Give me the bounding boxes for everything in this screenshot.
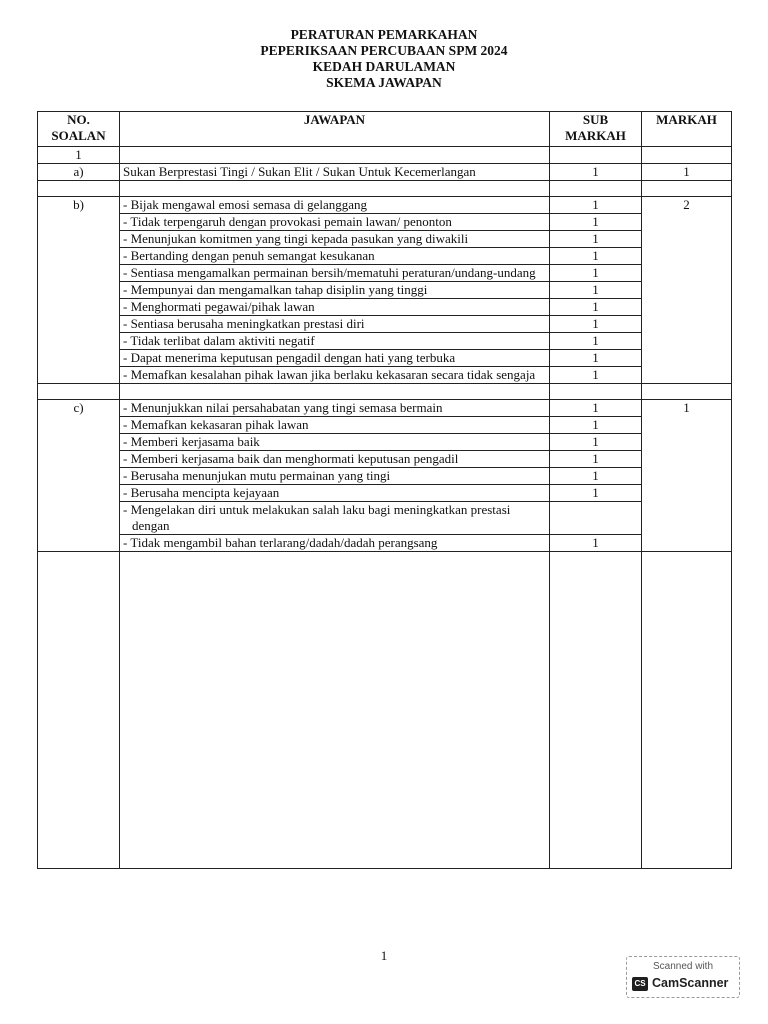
answer-item [120, 214, 550, 231]
sub-mark: 1 [550, 265, 642, 282]
part-c-row [38, 485, 732, 502]
table-header-row [38, 112, 732, 147]
answer-text: - Bertanding dengan penuh semangat kesukanan [123, 248, 375, 263]
answer-item [120, 451, 550, 468]
answer-text: - Tidak mengambil bahan terlarang/dadah/dadah perangsang [123, 535, 438, 550]
empty-cell [38, 384, 120, 400]
answer-text: - Mengelakan diri untuk melakukan salah laku bagi meningkatkan prestasi dengan [123, 502, 511, 533]
part-b-row [38, 367, 732, 384]
document-header [0, 27, 768, 91]
header-title: PERATURAN PEMARKAHAN [290, 27, 478, 42]
answer-item [120, 316, 550, 333]
part-c-row [38, 535, 732, 552]
sub-mark: 1 [550, 367, 642, 384]
empty-rows-area [38, 552, 732, 869]
answer-text: - Sentiasa mengamalkan permainan bersih/mematuhi peraturan/undang-undang [123, 265, 536, 280]
spacer-row [38, 384, 732, 400]
header-question-number [38, 112, 120, 147]
sub-mark: 1 [550, 197, 642, 214]
empty-cell [550, 147, 642, 164]
header-soalan-label: SOALAN [51, 128, 106, 143]
part-c-row [38, 451, 732, 468]
part-a-answer: Sukan Berprestasi Tingi / Sukan Elit / Sukan Untuk Kecemerlangan [120, 164, 550, 181]
empty-cell [38, 552, 120, 869]
part-b-row [38, 333, 732, 350]
sub-mark: 1 [550, 299, 642, 316]
answer-item [120, 265, 550, 282]
part-c-row [38, 417, 732, 434]
answer-text: - Menghormati pegawai/pihak lawan [123, 299, 315, 314]
part-c-row [38, 502, 732, 535]
answer-item [120, 400, 550, 417]
part-b-row [38, 214, 732, 231]
empty-cell [120, 552, 550, 869]
camscanner-brand: CamScanner [652, 976, 729, 990]
answer-item [120, 434, 550, 451]
answer-text: - Berusaha menunjukan mutu permainan yang tingi [123, 468, 391, 483]
part-b-row [38, 350, 732, 367]
answer-text: - Tidak terpengaruh dengan provokasi pemain lawan/ penonton [123, 214, 452, 229]
part-c-row [38, 400, 732, 417]
question-number: 1 [38, 147, 120, 164]
camscanner-watermark [626, 956, 740, 998]
answer-text: - Bijak mengawal emosi semasa di gelanggang [123, 197, 368, 212]
sub-mark: 1 [550, 350, 642, 367]
answer-item [120, 299, 550, 316]
header-exam: PEPERIKSAAN PERCUBAAN SPM 2024 [260, 43, 508, 58]
empty-cell [120, 147, 550, 164]
sub-mark: 1 [550, 485, 642, 502]
answer-item [120, 333, 550, 350]
empty-cell [642, 552, 732, 869]
answer-text: - Memberi kerjasama baik dan menghormati keputusan pengadil [123, 451, 459, 466]
answer-item [120, 502, 550, 535]
header-sub-mark [550, 112, 642, 147]
sub-mark: 1 [550, 282, 642, 299]
answer-text: - Berusaha mencipta kejayaan [123, 485, 280, 500]
answer-item [120, 468, 550, 485]
part-b-row [38, 299, 732, 316]
question-number-row [38, 147, 732, 164]
answer-item [120, 248, 550, 265]
sub-mark: 1 [550, 248, 642, 265]
answer-text: - Menunjukkan nilai persahabatan yang tingi semasa bermain [123, 400, 443, 415]
part-b-row [38, 248, 732, 265]
sub-mark: 1 [550, 434, 642, 451]
sub-mark: 1 [550, 417, 642, 434]
sub-mark: 1 [550, 535, 642, 552]
answer-item [120, 417, 550, 434]
header-state: KEDAH DARULAMAN [312, 59, 456, 74]
header-scheme: SKEMA JAWAPAN [326, 75, 442, 90]
header-sub-label: SUB [582, 112, 609, 127]
answer-text: - Memafkan kekasaran pihak lawan [123, 417, 309, 432]
sub-mark: 1 [550, 231, 642, 248]
answer-item [120, 367, 550, 384]
sub-mark: 1 [550, 451, 642, 468]
sub-mark: 1 [550, 316, 642, 333]
answer-text: - Mempunyai dan mengamalkan tahap disiplin yang tinggi [123, 282, 428, 297]
empty-cell [642, 384, 732, 400]
answer-item [120, 485, 550, 502]
part-c-row [38, 468, 732, 485]
answer-item [120, 535, 550, 552]
marking-scheme-table [37, 111, 732, 869]
part-b-row [38, 316, 732, 333]
sub-mark: 1 [550, 400, 642, 417]
part-c-total-mark: 1 [642, 400, 732, 552]
empty-cell [642, 147, 732, 164]
part-a-mark: 1 [642, 164, 732, 181]
spacer-row [38, 181, 732, 197]
scanned-with-text: Scanned with [652, 961, 714, 972]
part-b-row [38, 282, 732, 299]
part-a-label: a) [38, 164, 120, 181]
answer-item [120, 197, 550, 214]
part-b-total-mark: 2 [642, 197, 732, 384]
answer-text: - Sentiasa berusaha meningkatkan prestasi diri [123, 316, 365, 331]
header-no-label: NO. [67, 112, 90, 127]
part-a-sub-mark: 1 [550, 164, 642, 181]
camscanner-logo-icon: CS [632, 977, 648, 991]
part-c-label: c) [38, 400, 120, 552]
answer-text: - Memafkan kesalahan pihak lawan jika berlaku kekasaran secara tidak sengaja [123, 367, 536, 382]
sub-mark: 1 [550, 468, 642, 485]
header-mark: MARKAH [642, 112, 732, 147]
header-answer: JAWAPAN [120, 112, 550, 147]
empty-cell [120, 384, 550, 400]
answer-text: - Tidak terlibat dalam aktiviti negatif [123, 333, 315, 348]
answer-item [120, 282, 550, 299]
answer-text: - Memberi kerjasama baik [123, 434, 260, 449]
answer-item [120, 350, 550, 367]
answer-text: - Dapat menerima keputusan pengadil dengan hati yang terbuka [123, 350, 456, 365]
sub-mark: 1 [550, 333, 642, 350]
part-a-row [38, 164, 732, 181]
part-b-label: b) [38, 197, 120, 384]
empty-cell [550, 384, 642, 400]
empty-cell [550, 552, 642, 869]
sub-mark [550, 502, 642, 535]
part-c-row [38, 434, 732, 451]
part-b-row [38, 231, 732, 248]
answer-text: - Menunjukan komitmen yang tingi kepada pasukan yang diwakili [123, 231, 469, 246]
part-b-row [38, 265, 732, 282]
part-b-row [38, 197, 732, 214]
answer-item [120, 231, 550, 248]
sub-mark: 1 [550, 214, 642, 231]
header-markah-label: MARKAH [565, 128, 626, 143]
page-number: 1 [380, 948, 388, 963]
